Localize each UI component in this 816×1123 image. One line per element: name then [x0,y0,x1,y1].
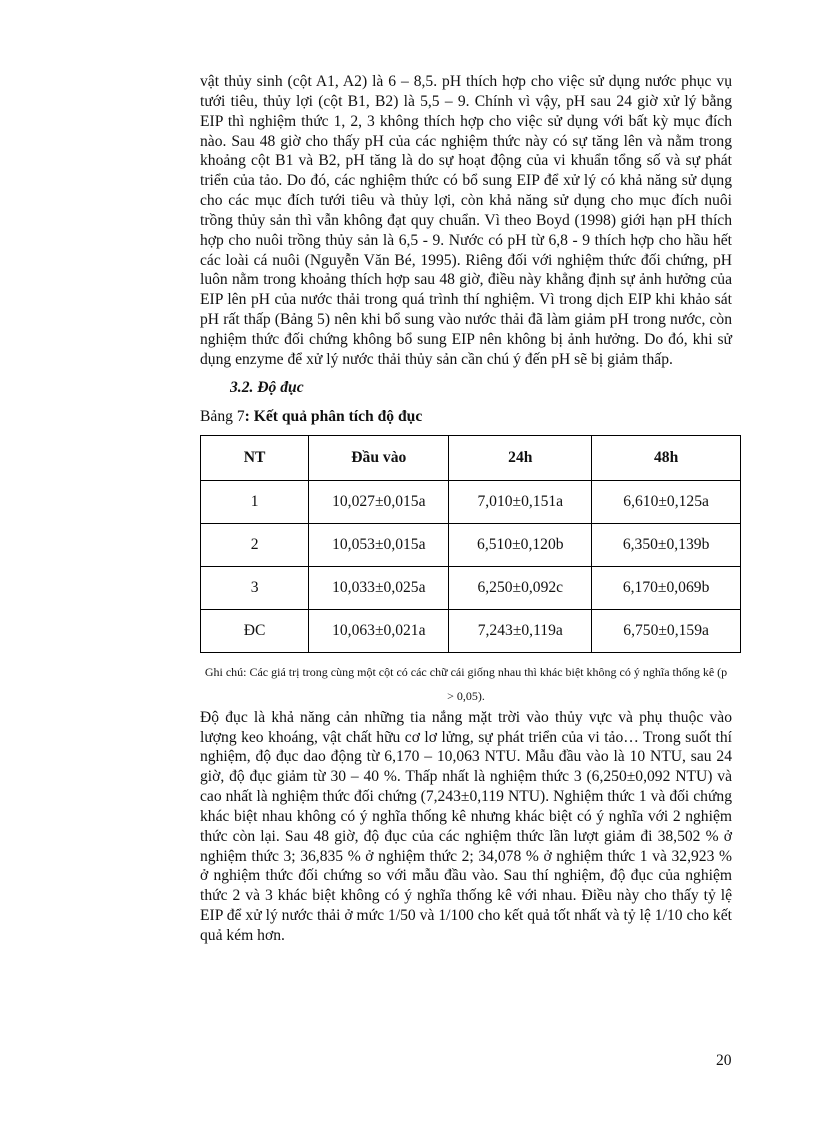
cell-input: 10,033±0,025a [309,566,449,609]
header-24h: 24h [449,435,592,480]
header-48h: 48h [592,435,741,480]
header-input: Đầu vào [309,435,449,480]
turbidity-table [200,435,741,653]
cell-24h: 7,243±0,119a [449,609,592,652]
table-row [201,566,741,609]
cell-nt: 3 [201,566,309,609]
table-caption-prefix: Bảng 7 [200,407,245,425]
cell-input: 10,053±0,015a [309,523,449,566]
paragraph-turbidity-discussion: Độ đục là khả năng cản những tia nắng mặt trời vào thủy vực và phụ thuộc vào lượng keo khoáng, vật chất hữu cơ lơ lửng, sự phát triển của vi tảo… Trong suốt thí nghiệm, độ đục dao động từ 6,170 – 10,063 NTU. Mẫu đầu vào là 10 NTU, sau 24 giờ, độ đục giảm từ 30 – 40 %. Thấp nhất là nghiệm thức 3 (6,250±0,092 NTU) và cao nhất là nghiệm thức đối chứng (7,243±0,119 NTU). Nghiệm thức 1 và đối chứng khác biệt nhau không có ý nghĩa thống kê nhưng khác biệt có ý nghĩa với 2 nghiệm thức còn lại. Sau 48 giờ, độ đục của các nghiệm thức lần lượt giảm đi 38,502 % ở nghiệm thức 3; 36,835 % ở nghiệm thức 2; 34,078 % ở nghiệm thức 1 và 32,923 % ở nghiệm thức đối chứng so với mẫu đầu vào. Sau thí nghiệm, độ đục của nghiệm thức 2 và 3 khác biệt không có ý nghĩa thống kê với nhau. Điều này cho thấy tỷ lệ EIP để xử lý nước thải ở mức 1/50 và 1/100 cho kết quả tốt nhất và tỷ lệ 1/10 cho kết quả kém hơn. [200,708,732,944]
table-note: Ghi chú: Các giá trị trong cùng một cột có các chữ cái giống nhau thì khác biệt không có ý nghĩa thống kê (p > 0,05). [204,664,728,703]
cell-48h: 6,610±0,125a [592,480,741,523]
section-heading-turbidity: 3.2. Độ đục [230,378,304,396]
cell-24h: 7,010±0,151a [449,480,592,523]
cell-48h: 6,350±0,139b [592,523,741,566]
table-header-row [201,435,741,480]
paragraph-ph-discussion: vật thủy sinh (cột A1, A2) là 6 – 8,5. pH thích hợp cho việc sử dụng nước phục vụ tưới tiêu, thủy lợi (cột B1, B2) là 5,5 – 9. Chính vì vậy, pH sau 24 giờ xử lý bằng EIP thì nghiệm thức 1, 2, 3 không thích hợp cho việc sử dụng với bất kỳ mục đích nào. Sau 48 giờ cho thấy pH của các nghiệm thức này có sự tăng lên và nằm trong khoảng cột B1 và B2, pH tăng là do sự hoạt động của vi khuẩn tổng số và sự phát triển của tảo. Do đó, các nghiệm thức có bổ sung EIP để xử lý có khả năng sử dụng cho các mục đích tưới tiêu và thủy lợi, còn khả năng sử dụng cho mục đích nuôi trồng thủy sản thì vẫn không đạt quy chuẩn. Vì theo Boyd (1998) giới hạn pH thích hợp cho nuôi trồng thủy sản là 6,5 - 9. Nước có pH từ 6,8 - 9 thích hợp cho hầu hết các loài cá nuôi (Nguyễn Văn Bé, 1995). Riêng đối với nghiệm thức đối chứng, pH luôn nằm trong khoảng thích hợp sau 48 giờ, điều này khẳng định sự ảnh hưởng của EIP lên pH của nước thải trong quá trình thí nghiệm. Vì trong dịch EIP khi khảo sát pH rất thấp (Bảng 5) nên khi bổ sung vào nước thải đã làm giảm pH trong nước, còn nghiệm thức đối chứng không bổ sung EIP nên không bị ảnh hưởng. Do đó, khi sử dụng enzyme để xử lý nước thải thủy sản cần chú ý đến pH sẽ bị giảm thấp. [200,73,732,368]
page-number: 20 [716,1052,732,1069]
cell-48h: 6,170±0,069b [592,566,741,609]
cell-input: 10,063±0,021a [309,609,449,652]
table-row [201,480,741,523]
table-caption-title: : Kết quả phân tích độ đục [244,407,423,425]
table-caption [200,407,732,427]
cell-nt: ĐC [201,609,309,652]
cell-24h: 6,510±0,120b [449,523,592,566]
cell-48h: 6,750±0,159a [592,609,741,652]
cell-nt: 2 [201,523,309,566]
cell-nt: 1 [201,480,309,523]
cell-input: 10,027±0,015a [309,480,449,523]
table-row [201,523,741,566]
table-row [201,609,741,652]
cell-24h: 6,250±0,092c [449,566,592,609]
page-body [200,72,732,946]
header-nt: NT [201,435,309,480]
